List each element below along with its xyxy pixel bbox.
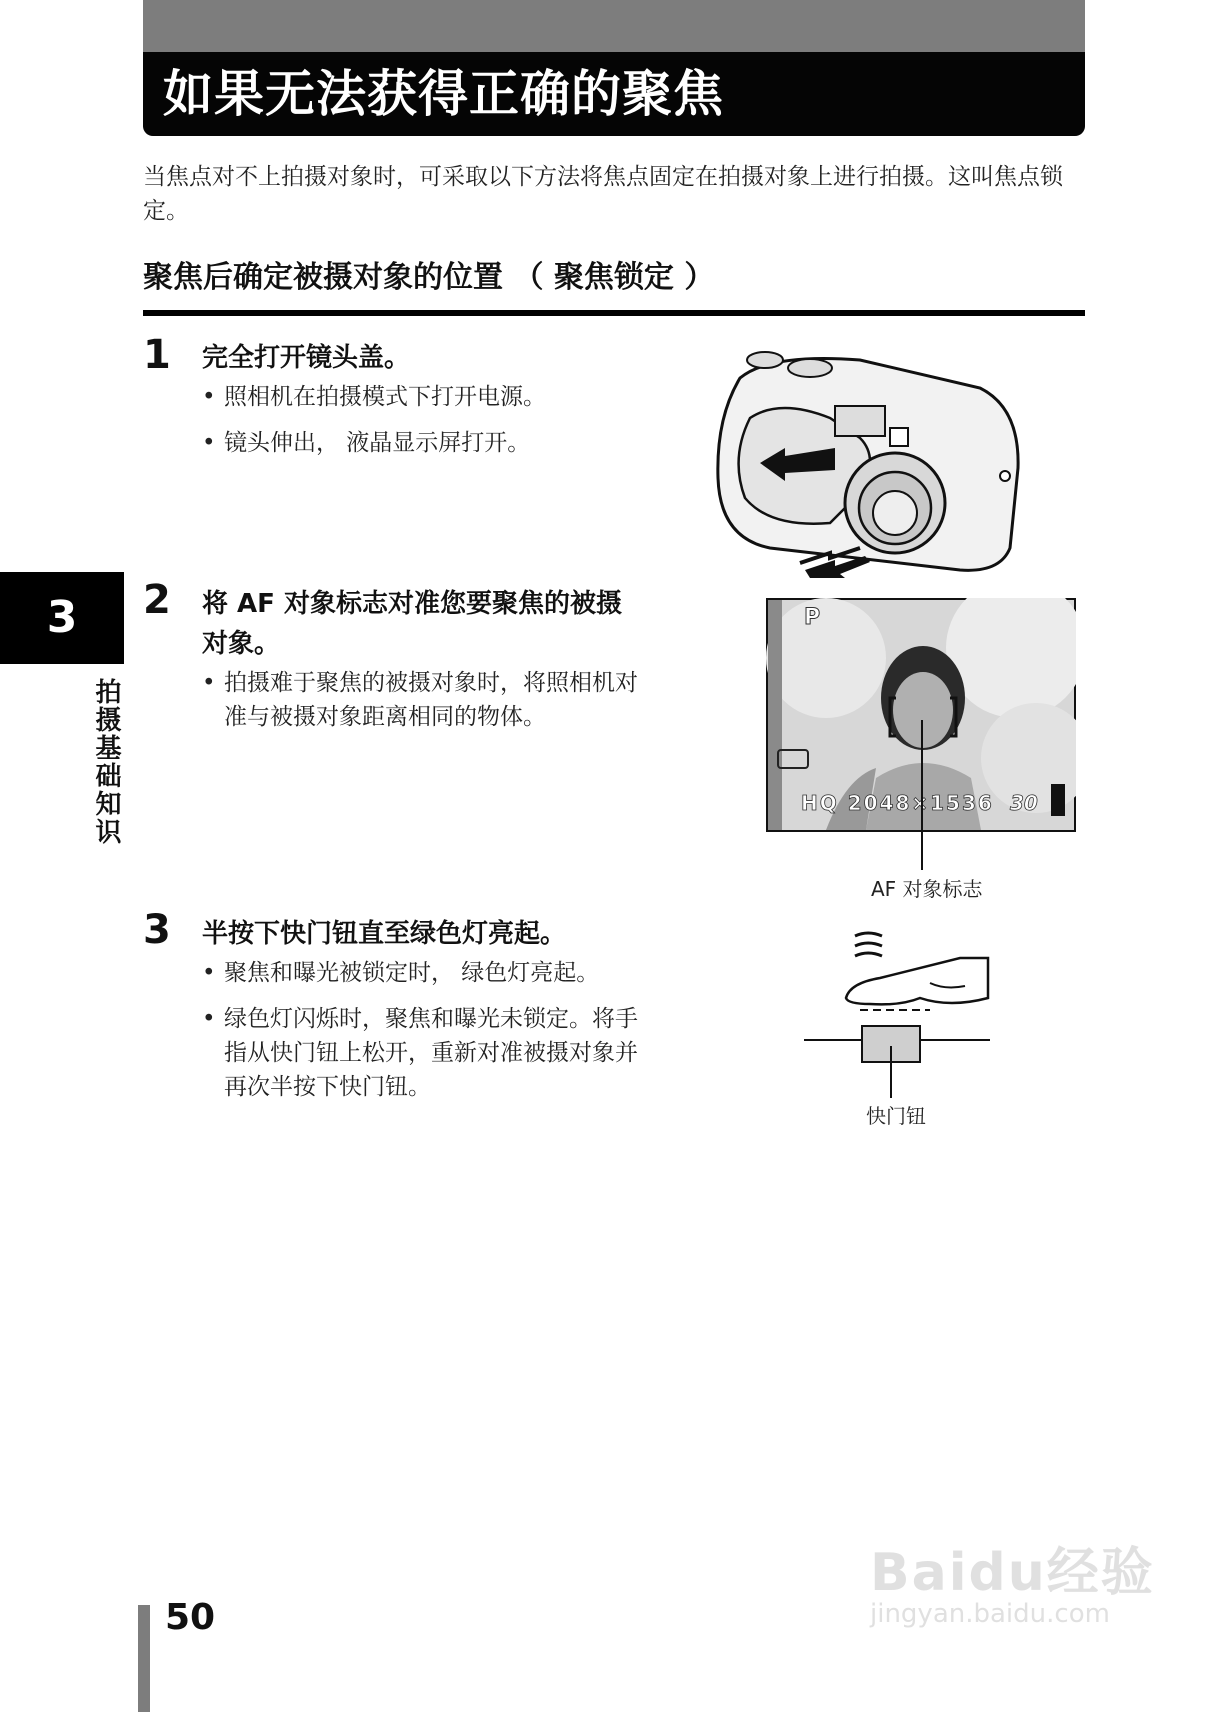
page-number: 50 bbox=[165, 1597, 216, 1638]
section-title: 聚焦后确定被摄对象的位置 （ 聚焦锁定 ） bbox=[143, 260, 715, 295]
step-2-number: 2 bbox=[143, 577, 171, 623]
bullet-dot: • bbox=[202, 960, 216, 986]
step-2-title-line-2: 对象。 bbox=[202, 629, 281, 659]
title-bar bbox=[143, 52, 1085, 136]
step-3-title: 半按下快门钮直至绿色灯亮起。 bbox=[202, 919, 567, 949]
af-target-pointer bbox=[920, 720, 924, 870]
bullet-text: 聚焦和曝光被锁定时， 绿色灯亮起。 bbox=[224, 960, 600, 986]
watermark bbox=[870, 1530, 1155, 1629]
bullet-text: 镜头伸出， 液晶显示屏打开。 bbox=[224, 430, 531, 456]
chapter-number: 3 bbox=[46, 592, 78, 643]
bullet-text-line-2: 指从快门钮上松开，重新对准被摄对象并 bbox=[224, 1040, 638, 1066]
watermark-logo: Baidu经验 bbox=[870, 1543, 1155, 1603]
bullet-dot: • bbox=[202, 670, 216, 696]
step-1-title: 完全打开镜头盖。 bbox=[202, 343, 411, 373]
screen-mode-label: P bbox=[804, 605, 821, 630]
shutter-press-illustration bbox=[800, 928, 1000, 1098]
bullet-text-line-2: 准与被摄对象距离相同的物体。 bbox=[224, 704, 546, 730]
step-1-bullet-2 bbox=[202, 426, 531, 460]
bullet-text: 照相机在拍摄模式下打开电源。 bbox=[224, 384, 546, 410]
step-3-bullet-2 bbox=[202, 1002, 638, 1104]
bullet-dot: • bbox=[202, 430, 216, 456]
page-title: 如果无法获得正确的聚焦 bbox=[163, 65, 724, 123]
af-target-caption: AF 对象标志 bbox=[871, 877, 983, 901]
step-1-number: 1 bbox=[143, 332, 171, 378]
bullet-text-line-1: 绿色灯闪烁时，聚焦和曝光未锁定。将手 bbox=[224, 1006, 638, 1032]
bullet-dot: • bbox=[202, 384, 216, 410]
screen-resolution-label: HQ 2048×1536 bbox=[801, 791, 994, 815]
shutter-caption: 快门钮 bbox=[866, 1104, 926, 1128]
screen-shot-count: 30 bbox=[1010, 791, 1038, 815]
step-3-bullet-1 bbox=[202, 956, 600, 990]
bullet-dot: • bbox=[202, 1006, 216, 1032]
header-top-bar bbox=[143, 0, 1085, 52]
chapter-tab bbox=[0, 572, 124, 664]
bullet-text-line-1: 拍摄难于聚焦的被摄对象时，将照相机对 bbox=[224, 670, 638, 696]
step-1-bullet-1 bbox=[202, 380, 546, 414]
footer-bar bbox=[138, 1605, 150, 1712]
camera-illustration bbox=[710, 348, 1030, 588]
bullet-text-line-3: 再次半按下快门钮。 bbox=[224, 1074, 431, 1100]
intro-paragraph: 当焦点对不上拍摄对象时，可采取以下方法将焦点固定在拍摄对象上进行拍摄。这叫焦点锁定。 bbox=[143, 164, 1063, 224]
section-rule bbox=[143, 310, 1085, 316]
step-3-number: 3 bbox=[143, 907, 171, 953]
watermark-url: jingyan.baidu.com bbox=[870, 1599, 1110, 1629]
step-2-bullet bbox=[202, 666, 638, 734]
chapter-label: 拍摄基础知识 bbox=[91, 678, 121, 846]
step-2-title-line-1: 将 AF 对象标志对准您要聚焦的被摄 bbox=[202, 589, 622, 619]
